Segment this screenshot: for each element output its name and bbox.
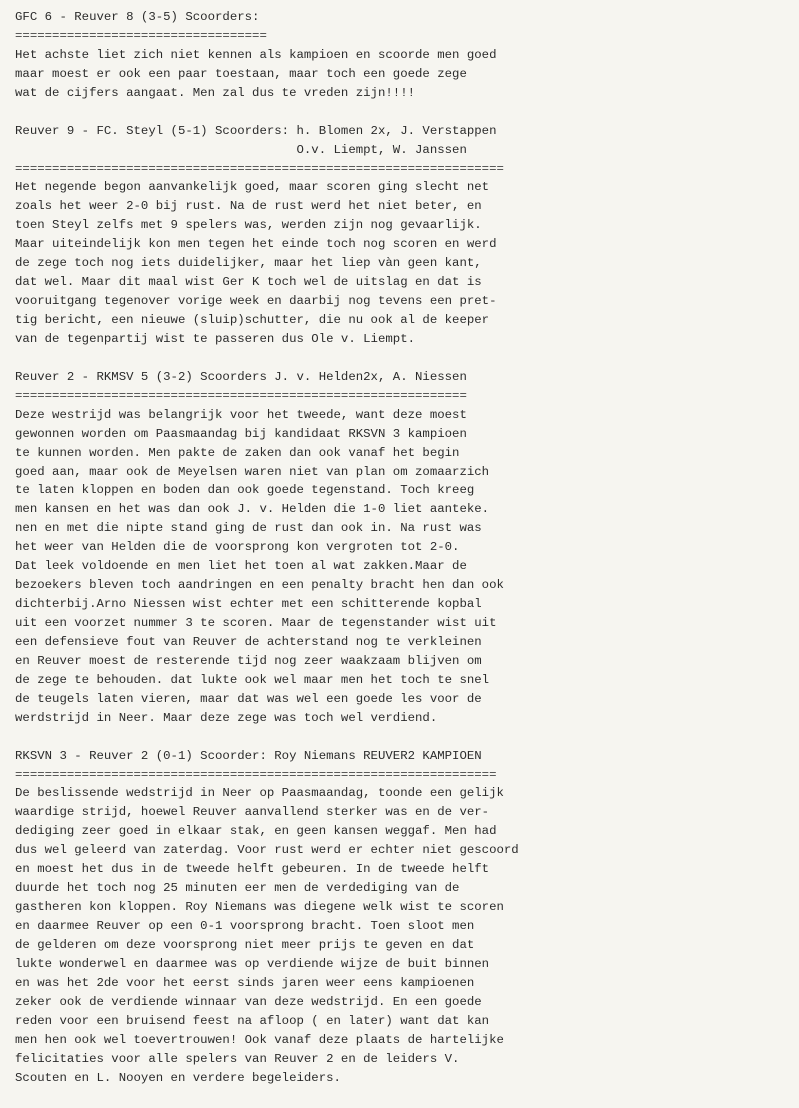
report-text-line: werdstrijd in Neer. Maar deze zege was toch wel verdiend. — [15, 710, 438, 725]
report-text-line: reden voor een bruisend feest na afloop ( en later) want dat kan — [15, 1013, 490, 1028]
match-report-heading: O.v. Liempt, W. Janssen — [15, 142, 467, 157]
match-report — [15, 122, 519, 349]
report-text-line: en moest het dus in de tweede helft gebeuren. In de tweede helft — [15, 862, 490, 877]
report-text-line: uit een voorzet nummer 3 te scoren. Maar de tegenstander wist uit — [15, 616, 497, 630]
typed-match-reports-page — [15, 8, 519, 1106]
heading-underline-divider: ================================================================= — [15, 767, 497, 782]
match-report-heading: GFC 6 - Reuver 8 (3-5) Scoorders: — [15, 10, 260, 24]
report-text-line: duurde het toch nog 25 minuten eer men de verdediging van de — [15, 881, 460, 896]
match-report-heading: Reuver 2 - RKMSV 5 (3-2) Scoorders J. v. Helden2x, A. Niessen — [15, 369, 467, 384]
match-report-heading: RKSVN 3 - Reuver 2 (0-1) Scoorder: Roy Niemans REUVER2 KAMPIOEN — [15, 748, 482, 763]
report-text-line: dat wel. Maar dit maal wist Ger K toch wel de uitslag en dat is — [15, 275, 482, 290]
report-text-line: Scouten en L. Nooyen en verdere begeleiders. — [15, 1070, 341, 1085]
report-text-line: gewonnen worden om Paasmaandag bij kandidaat RKSVN 3 kampioen — [15, 426, 467, 441]
report-text-line: zoals het weer 2-0 bij rust. Na de rust werd het niet beter, en — [15, 199, 482, 214]
report-text-line: dediging zeer goed in elkaar stak, en geen kansen weggaf. Men had — [15, 824, 497, 839]
report-text-line: lukte wonderwel en daarmee was op verdiende wijze de buit binnen — [15, 956, 490, 971]
match-report-heading: Reuver 9 - FC. Steyl (5-1) Scoorders: h. Blomen 2x, J. Verstappen — [15, 123, 497, 138]
report-text-line: bezoekers bleven toch aandringen en een penalty bracht hen dan ook — [15, 578, 504, 593]
report-text-line: een defensieve fout van Reuver de achterstand nog te verkleinen — [15, 634, 482, 649]
report-text-line: Dat leek voldoende en men liet het toen al wat zakken.Maar de — [15, 559, 467, 574]
report-text-line: De beslissende wedstrijd in Neer op Paasmaandag, toonde een gelijk — [15, 786, 504, 801]
report-text-line: wat de cijfers aangaat. Men zal dus te vreden zijn!!!! — [15, 85, 416, 100]
heading-underline-divider: ============================================================= — [15, 388, 467, 403]
report-text-line: te kunnen worden. Men pakte de zaken dan ook vanaf het begin — [15, 445, 460, 460]
report-text-line: en daarmee Reuver op een 0-1 voorsprong bracht. Toen sloot men — [15, 919, 475, 933]
report-text-line: tig bericht, een nieuwe (sluip)schutter, die nu ook al de keeper — [15, 313, 490, 327]
report-text-line: toen Steyl zelfs met 9 spelers was, werden zijn nog gevaarlijk. — [15, 218, 482, 233]
match-report — [15, 368, 519, 728]
report-text-line: Deze westrijd was belangrijk voor het tweede, want deze moest — [15, 407, 467, 422]
report-text-line: het weer van Helden die de voorsprong kon vergroten tot 2-0. — [15, 540, 460, 555]
match-report — [15, 8, 519, 103]
report-text-line: en was het 2de voor het eerst sinds jaren weer eens kampioenen — [15, 975, 475, 990]
heading-underline-divider: ================================== — [15, 28, 267, 43]
match-report — [15, 747, 519, 1088]
report-text-line: zeker ook de verdiende winnaar van deze wedstrijd. En een goede — [15, 994, 482, 1009]
report-text-line: de teugels laten vieren, maar dat was wel een goede les voor de — [15, 691, 482, 706]
report-text-line: dus wel geleerd van zaterdag. Voor rust werd er echter niet gescoord — [15, 843, 519, 858]
report-text-line: te laten kloppen en boden dan ook goede tegenstand. Toch kreeg — [15, 483, 475, 498]
report-text-line: nen en met die nipte stand ging de rust dan ook in. Na rust was — [15, 521, 482, 536]
report-text-line: de zege te behouden. dat lukte ook wel maar men het toch te snel — [15, 672, 490, 687]
report-text-line: Het achste liet zich niet kennen als kampioen en scoorde men goed — [15, 47, 497, 62]
report-text-line: gastheren kon kloppen. Roy Niemans was diegene welk wist te scoren — [15, 900, 504, 915]
report-text-line: maar moest er ook een paar toestaan, maar toch een goede zege — [15, 66, 467, 81]
report-text-line: men hen ook wel toevertrouwen! Ook vanaf deze plaats de hartelijke — [15, 1032, 504, 1047]
report-text-line: de gelderen om deze voorsprong niet meer prijs te geven en dat — [15, 937, 475, 952]
report-text-line: dichterbij.Arno Niessen wist echter met een schitterende kopbal — [15, 597, 482, 612]
report-text-line: de zege toch nog iets duidelijker, maar het liep vàn geen kant, — [15, 256, 482, 271]
report-text-line: men kansen en het was dan ook J. v. Helden die 1-0 liet aanteke. — [15, 502, 490, 517]
report-text-line: felicitaties voor alle spelers van Reuver 2 en de leiders V. — [15, 1051, 460, 1066]
report-text-line: van de tegenpartij wist te passeren dus Ole v. Liempt. — [15, 331, 416, 346]
report-text-line: vooruitgang tegenover vorige week en daarbij nog tevens een pret- — [15, 294, 497, 309]
heading-underline-divider: ================================================================== — [15, 161, 504, 176]
report-text-line: waardige strijd, hoewel Reuver aanvallend sterker was en de ver- — [15, 805, 490, 820]
report-text-line: Maar uiteindelijk kon men tegen het einde toch nog scoren en werd — [15, 237, 497, 252]
report-text-line: en Reuver moest de resterende tijd nog zeer waakzaam blijven om — [15, 653, 482, 668]
report-text-line: goed aan, maar ook de Meyelsen waren niet van plan om zomaarzich — [15, 464, 490, 479]
report-text-line: Het negende begon aanvankelijk goed, maar scoren ging slecht net — [15, 180, 490, 195]
